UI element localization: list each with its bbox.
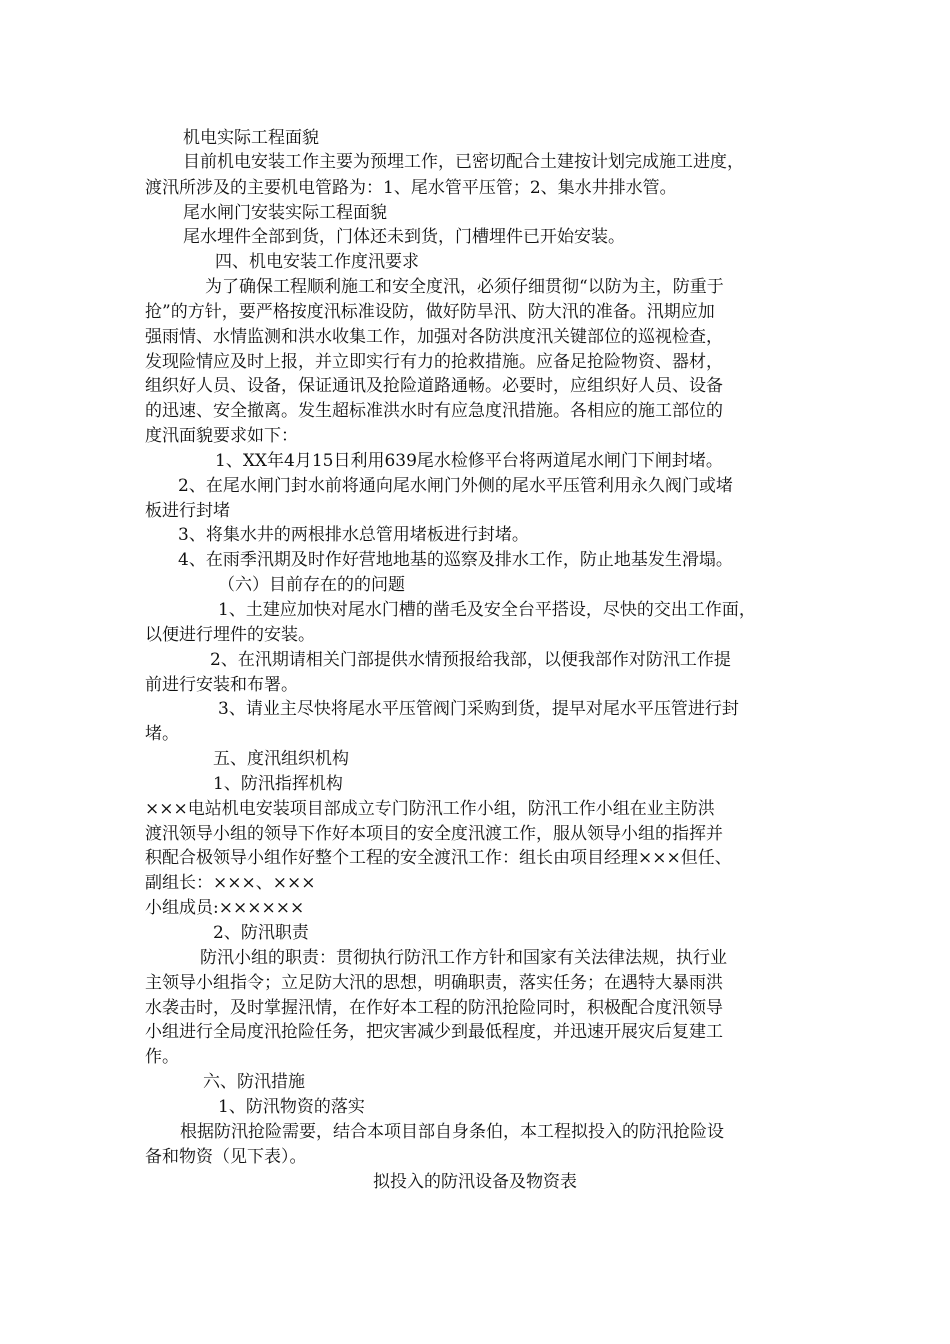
sub-heading: 1、防汛物资的落实 <box>218 1097 365 1117</box>
paragraph-line: 目前机电安装工作主要为预埋工作，已密切配合土建按计划完成施工进度， <box>183 152 744 172</box>
list-item: 4、在雨季汛期及时作好营地地基的巡察及排水工作，防止地基发生滑塌。 <box>178 550 733 570</box>
paragraph-line: 度汛面貌要求如下： <box>145 426 298 446</box>
paragraph-line: 堵。 <box>145 724 179 744</box>
sub-heading: 1、防汛指挥机构 <box>213 774 343 794</box>
paragraph-line: 主领导小组指令；立足防大汛的思想，明确职责，落实任务；在遇特大暴雨洪 <box>145 973 723 993</box>
paragraph-line: 尾水闸门安装实际工程面貌 <box>183 203 387 223</box>
list-item: 3、将集水井的两根排水总管用堵板进行封堵。 <box>178 525 529 545</box>
sub-heading: 2、防汛职责 <box>213 923 309 943</box>
paragraph-line: 小组进行全局度汛抢险任务，把灾害减少到最低程度，并迅速开展灾后复建工 <box>145 1022 723 1042</box>
section-heading: 四、机电安装工作度汛要求 <box>215 252 419 272</box>
paragraph-line: 组织好人员、设备，保证通讯及抢险道路通畅。必要时，应组织好人员、设备 <box>145 376 723 396</box>
paragraph-line: 渡汛所涉及的主要机电管路为：1、尾水管平压管；2、集水井排水管。 <box>145 178 677 198</box>
list-item: 1、XX年4月15日利用639尾水检修平台将两道尾水闸门下闸封堵。 <box>215 451 723 471</box>
paragraph-line: 强雨情、水情监测和洪水收集工作，加强对各防洪度汛关键部位的巡视检查， <box>145 327 723 347</box>
paragraph-line: 备和物资（见下表）。 <box>145 1147 307 1167</box>
list-item: 1、土建应加快对尾水门槽的凿毛及安全台平搭设，尽快的交出工作面， <box>218 600 756 620</box>
section-heading: 五、度汛组织机构 <box>213 749 349 769</box>
paragraph-line: 根据防汛抢险需要，结合本项目部自身条伯，本工程拟投入的防汛抢险设 <box>180 1122 724 1142</box>
paragraph-line: 防汛小组的职责：贯彻执行防汛工作方针和国家有关法律法规，执行业 <box>200 948 727 968</box>
paragraph-line: 抢”的方针，要严格按度汛标准设防，做好防旱汛、防大汛的准备。汛期应加 <box>145 302 715 322</box>
section-heading: （六）目前存在的的问题 <box>218 575 405 595</box>
paragraph-line: 水袭击时，及时掌握汛情，在作好本工程的防汛抢险同时，积极配合度汛领导 <box>145 998 723 1018</box>
paragraph-line: ×××电站机电安装项目部成立专门防汛工作小组，防汛工作小组在业主防洪 <box>145 799 715 819</box>
paragraph-line: 机电实际工程面貌 <box>183 128 319 148</box>
paragraph-line: 渡汛领导小组的领导下作好本项目的安全度汛渡工作，服从领导小组的指挥并 <box>145 824 723 844</box>
paragraph-line: 发现险情应及时上报，并立即实行有力的抢救措施。应备足抢险物资、器材， <box>145 352 723 372</box>
paragraph-line: 小组成员:×××××× <box>145 898 305 918</box>
paragraph-line: 作。 <box>145 1047 179 1067</box>
list-item: 2、在汛期请相关门部提供水情预报给我部，以便我部作对防汛工作提 <box>210 650 731 670</box>
paragraph-line: 副组长：×××、××× <box>145 873 316 893</box>
section-heading: 六、防汛措施 <box>203 1072 305 1092</box>
paragraph-line: 以便进行埋件的安装。 <box>145 625 315 645</box>
paragraph-line: 尾水埋件全部到货，门体还未到货，门槽埋件已开始安装。 <box>183 227 625 247</box>
paragraph-line: 板进行封堵 <box>145 501 230 521</box>
paragraph-line: 的迅速、安全撤离。发生超标准洪水时有应急度汛措施。各相应的施工部位的 <box>145 401 723 421</box>
list-item: 2、在尾水闸门封水前将通向尾水闸门外侧的尾水平压管利用永久阀门或堵 <box>178 476 733 496</box>
paragraph-line: 为了确保工程顺利施工和安全度汛，必须仔细贯彻“以防为主，防重于 <box>205 277 724 297</box>
paragraph-line: 积配合极领导小组作好整个工程的安全渡汛工作：组长由项目经理×××但任、 <box>145 848 732 868</box>
table-caption: 拟投入的防汛设备及物资表 <box>373 1172 577 1192</box>
paragraph-line: 前进行安装和布署。 <box>145 675 298 695</box>
list-item: 3、请业主尽快将尾水平压管阀门采购到货，提早对尾水平压管进行封 <box>218 699 739 719</box>
